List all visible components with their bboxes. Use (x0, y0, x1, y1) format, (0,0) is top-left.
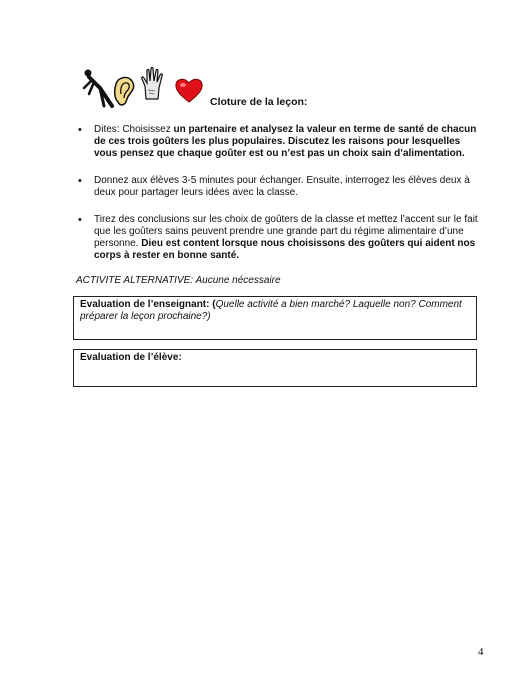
student-evaluation-box (73, 349, 477, 387)
teacher-evaluation-box (73, 296, 477, 340)
lesson-icons (82, 66, 212, 110)
teacher-evaluation-label: Evaluation de l’enseignant: ( (80, 299, 216, 310)
list-item: • Dites: Choisissez un partenaire et analysez la valeur en terme de santé de chacun de ces trois goûters les plus populaires. Discutez les raisons pour lesquelles vous pensez que chaque goûter est ou n’est pas un choix sain d’alimentation. (78, 124, 484, 160)
closing-heading: Cloture de la leçon: (210, 96, 308, 108)
exercise-figure-icon (82, 68, 116, 108)
list-item: • Donnez aux élèves 3-5 minutes pour échanger. Ensuite, interrogez les élèves deux à deux pour partager leurs idées avec la classe. (78, 175, 484, 199)
ear-icon (112, 74, 136, 108)
alternative-activity: ACTIVITE ALTERNATIVE: Aucune nécessaire (76, 275, 281, 286)
teacher-evaluation-question: Quelle activité a bien marché? Laquelle non? Comment préparer la leçon prochaine?) (80, 299, 462, 322)
bullet-list (78, 124, 484, 277)
page-number: 4 (478, 646, 484, 658)
hand-icon (140, 66, 166, 100)
list-item: • Tirez des conclusions sur les choix de goûters de la classe et mettez l’accent sur le fait que les goûters sains peuvent prendre une grande part du régime alimentaire d’une personne. Dieu est content lorsque nous choisissons des goûters qui aident nos corps à rester en bonne santé. (78, 214, 484, 262)
heart-icon (174, 76, 204, 104)
student-evaluation-label: Evaluation de l’élève: (80, 352, 182, 363)
